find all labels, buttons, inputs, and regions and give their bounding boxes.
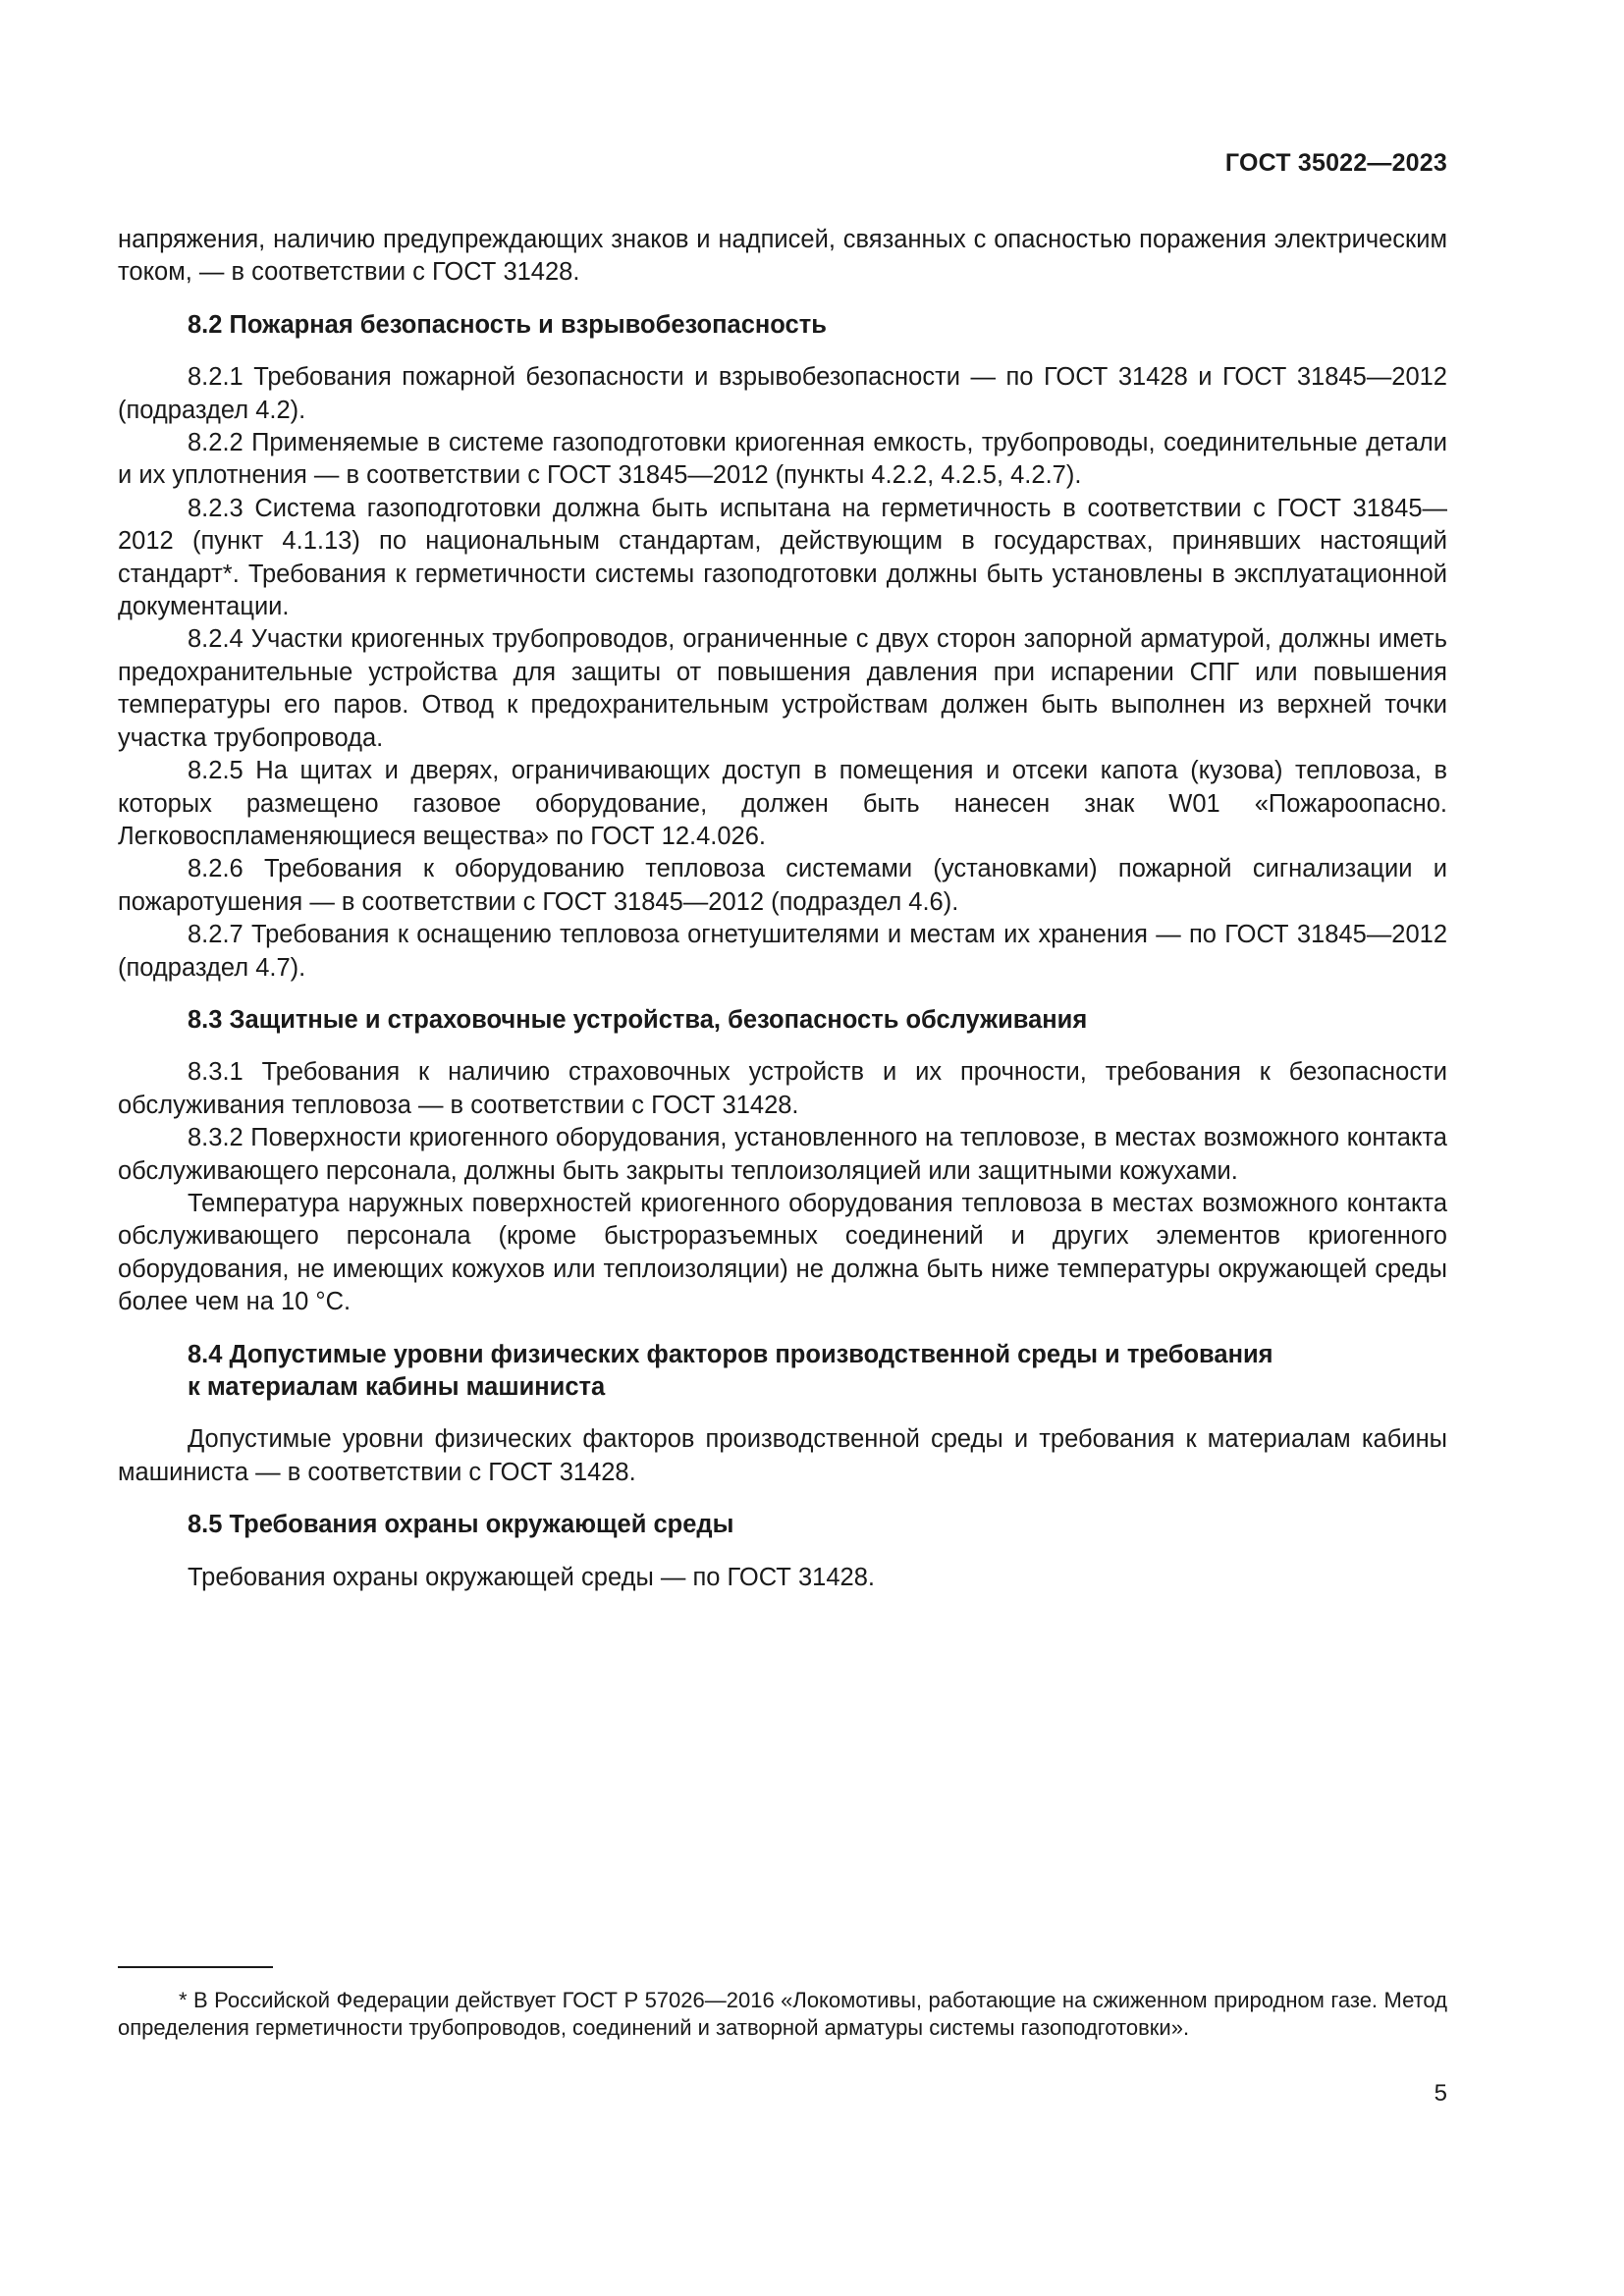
document-body: [118, 224, 1447, 1594]
paragraph-8-5: Требования охраны окружающей среды — по ГОСТ 31428.: [188, 1563, 875, 1591]
paragraph-8-2-7: 8.2.7 Требования к оснащению тепловоза огнетушителями и местам их хранения — по ГОСТ 31845—2012 (подраздел 4.7).: [118, 921, 1447, 982]
paragraph-8-3-1: 8.3.1 Требования к наличию страховочных устройств и их прочности, требования к безопасности обслуживания тепловоза — в соответствии с ГОСТ 31428.: [118, 1058, 1447, 1119]
section-heading-8-3: 8.3 Защитные и страховочные устройства, безопасность обслуживания: [188, 1005, 1088, 1034]
paragraph-8-3-2: 8.3.2 Поверхности криогенного оборудования, установленного на тепловозе, в местах возможного контакта обслуживающего персонала, должны быть закрыты теплоизоляцией или защитными кожухами.: [118, 1124, 1447, 1185]
page-number: 5: [1434, 2080, 1447, 2107]
paragraph-8-2-1: 8.2.1 Требования пожарной безопасности и взрывобезопасности — по ГОСТ 31428 и ГОСТ 31845—2012 (подраздел 4.2).: [118, 363, 1447, 424]
section-heading-8-2: 8.2 Пожарная безопасность и взрывобезопасность: [188, 310, 827, 339]
footnote: * В Российской Федерации действует ГОСТ Р 57026—2016 «Локомотивы, работающие на сжиженном природном газе. Метод определения герметичности трубопроводов, соединений и затворной арматуры системы газоподготовки».: [118, 1988, 1447, 2040]
paragraph-8-2-5: 8.2.5 На щитах и дверях, ограничивающих доступ в помещения и отсеки капота (кузова) тепловоза, в которых размещено газовое оборудование, должен быть нанесен знак W01 «Пожароопасно. Легковоспламеняющиеся вещества» по ГОСТ 12.4.026.: [118, 757, 1447, 850]
section-heading-8-5: 8.5 Требования охраны окружающей среды: [188, 1511, 734, 1539]
paragraph-8-2-6: 8.2.6 Требования к оборудованию тепловоза системами (установками) пожарной сигнализации и пожаротушения — в соответствии с ГОСТ 31845—2012 (подраздел 4.6).: [118, 855, 1447, 916]
paragraph-8-4: Допустимые уровни физических факторов производственной среды и требования к материалам кабины машиниста — в соответствии с ГОСТ 31428.: [118, 1425, 1447, 1486]
standard-id-header: ГОСТ 35022—2023: [1224, 149, 1447, 177]
section-heading-8-4: [188, 1339, 1447, 1405]
footnote-divider: [118, 1966, 273, 1968]
paragraph-8-2-2: 8.2.2 Применяемые в системе газоподготовки криогенная емкость, трубопроводы, соединительные детали и их уплотнения — в соответствии с ГОСТ 31845—2012 (пункты 4.2.2, 4.2.5, 4.2.7).: [118, 429, 1447, 490]
paragraph-8-3-2-temperature: Температура наружных поверхностей криогенного оборудования тепловоза в местах возможного контакта обслуживающего персонала (кроме быстроразъемных соединений и других элементов криогенного оборудования, не имеющих кожухов или теплоизоляции) не должна быть ниже температуры окружающей среды более чем на 10 °C.: [118, 1189, 1447, 1316]
section-heading-8-4-line1: 8.4 Допустимые уровни физических факторов производственной среды и требования: [188, 1340, 1273, 1368]
section-heading-8-4-line2: к материалам кабины машиниста: [188, 1373, 606, 1401]
paragraph-8-2-4: 8.2.4 Участки криогенных трубопроводов, ограниченные с двух сторон запорной арматурой, должны иметь предохранительные устройства для защиты от повышения давления при испарении СПГ или повышения температуры его паров. Отвод к предохранительным устройствам должен быть выполнен из верхней точки участка трубопровода.: [118, 625, 1447, 752]
continuation-paragraph: напряжения, наличию предупреждающих знаков и надписей, связанных с опасностью поражения электрическим током, — в соответствии с ГОСТ 31428.: [118, 226, 1447, 287]
paragraph-8-2-3: 8.2.3 Система газоподготовки должна быть испытана на герметичность в соответствии с ГОСТ 31845—2012 (пункт 4.1.13) по национальным стандартам, действующим в государствах, принявших настоящий стандарт*. Требования к герметичности системы газоподготовки должны быть установлены в эксплуатационной документации.: [118, 494, 1447, 621]
